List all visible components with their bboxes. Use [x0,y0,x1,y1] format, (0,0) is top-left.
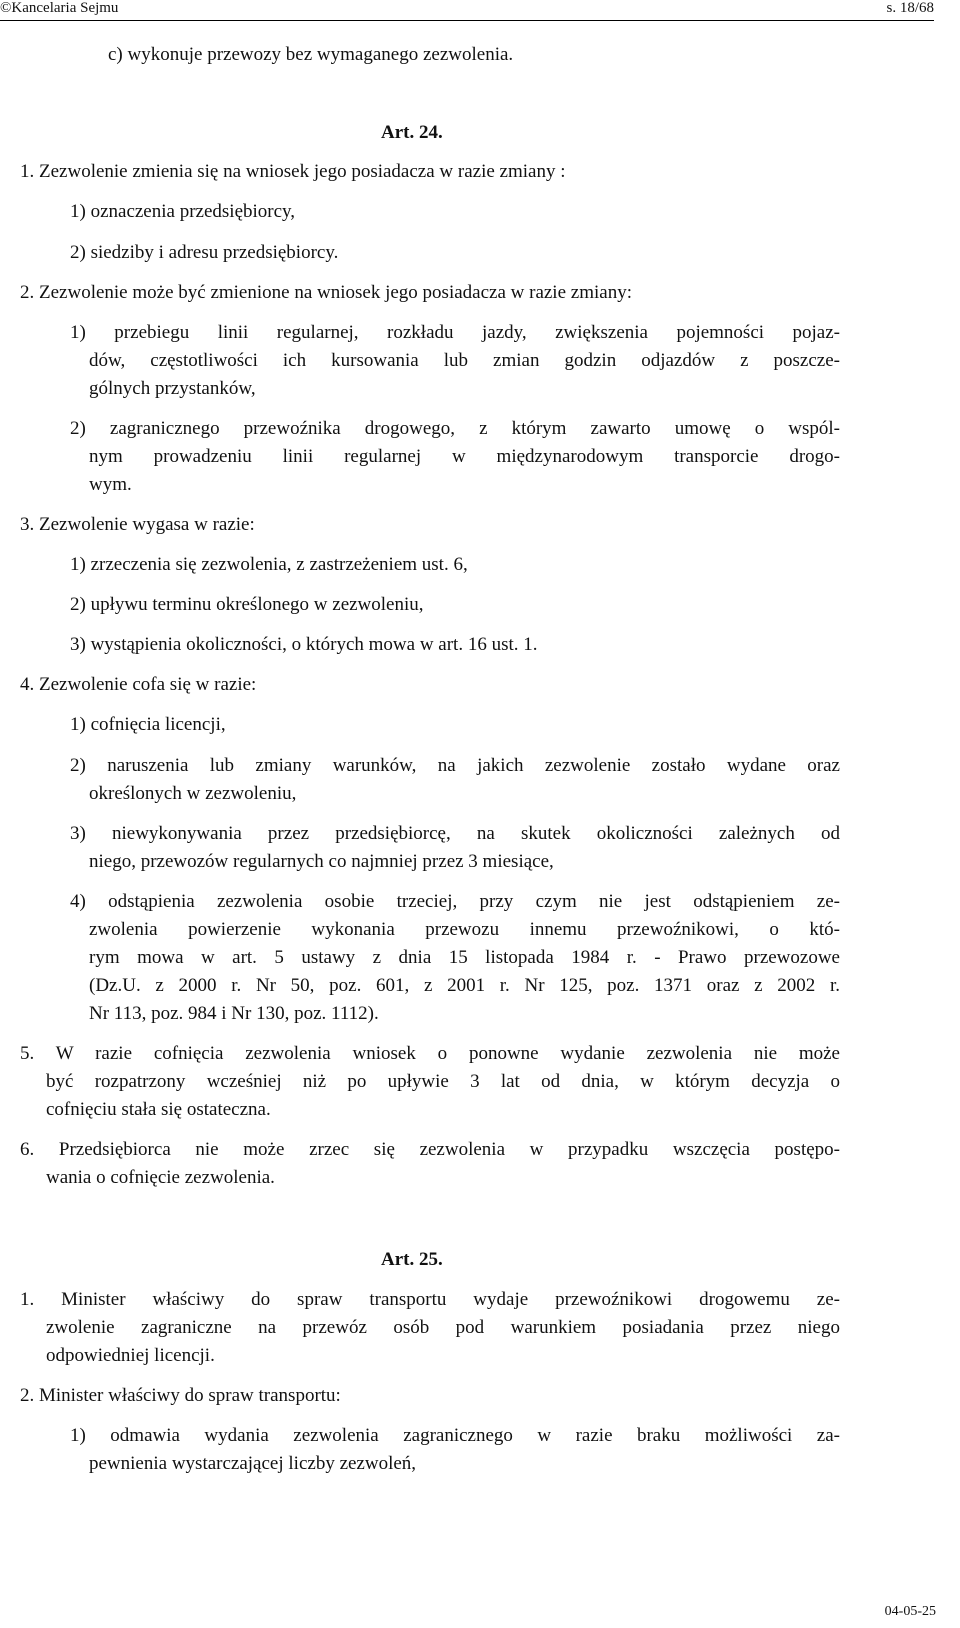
list-item-line: rym mowa w art. 5 ustawy z dnia 15 listopada 1984 r. - Prawo przewozowe [89,947,840,968]
list-item-line: określonych w zezwoleniu, [89,783,297,804]
list-item-line: 1) oznaczenia przedsiębiorcy, [70,201,296,222]
list-item-line: pewnienia wystarczającej liczby zezwoleń, [89,1453,417,1474]
paragraph-line: wania o cofnięcie zezwolenia. [46,1167,275,1188]
list-item-line: 3) niewykonywania przez przedsiębiorcę, na skutek okoliczności zależnych od [70,823,840,844]
list-item-line: 2) zagranicznego przewoźnika drogowego, z którym zawarto umowę o wspól- [70,418,840,439]
list-item-line: wym. [89,474,132,495]
paragraph-line: 5. W razie cofnięcia zezwolenia wniosek o ponowne wydanie zezwolenia nie może [20,1043,840,1064]
list-item-line: gólnych przystanków, [89,378,256,399]
list-item-line: 2) upływu terminu określonego w zezwoleniu, [70,594,424,615]
paragraph-line: 1. Minister właściwy do spraw transportu wydaje przewoźnikowi drogowemu ze- [20,1289,840,1310]
paragraph-line: być rozpatrzony wcześniej niż po upływie 3 lat od dnia, w którym decyzja o [46,1071,840,1092]
paragraph-line: zwolenie zagraniczne na przewóz osób pod warunkiem posiadania przez niego [46,1317,840,1338]
article-heading: Art. 25. [381,1249,443,1270]
article-heading: Art. 24. [381,122,443,143]
paragraph-line: 3. Zezwolenie wygasa w razie: [20,514,255,535]
publisher-label: ©Kancelaria Sejmu [0,0,119,16]
paragraph-line: 1. Zezwolenie zmienia się na wniosek jego posiadacza w razie zmiany : [20,161,566,182]
list-item-line: 1) zrzeczenia się zezwolenia, z zastrzeżeniem ust. 6, [70,554,468,575]
list-item-line: nym prowadzeniu linii regularnej w międzynarodowym transporcie drogo- [89,446,840,467]
list-item-line: zwolenia powierzenie wykonania przewozu innemu przewoźnikowi, o któ- [89,919,840,940]
paragraph-line: odpowiedniej licencji. [46,1345,215,1366]
list-item-line: 2) siedziby i adresu przedsiębiorcy. [70,242,339,263]
page-header [0,0,934,21]
list-item-line: 3) wystąpienia okoliczności, o których mowa w art. 16 ust. 1. [70,634,538,655]
page-number: s. 18/68 [886,0,934,16]
document-line: c) wykonuje przewozy bez wymaganego zezwolenia. [108,44,514,65]
list-item-line: 2) naruszenia lub zmiany warunków, na jakich zezwolenie zostało wydane oraz [70,755,840,776]
paragraph-line: 2. Minister właściwy do spraw transportu: [20,1385,341,1406]
document-date: 04-05-25 [884,1604,936,1619]
list-item-line: 1) przebiegu linii regularnej, rozkładu jazdy, zwiększenia pojemności pojaz- [70,322,840,343]
list-item-line: dów, częstotliwości ich kursowania lub zmian godzin odjazdów z poszcze- [89,350,840,371]
list-item-line: 1) cofnięcia licencji, [70,714,226,735]
paragraph-line: 4. Zezwolenie cofa się w razie: [20,674,257,695]
paragraph-line: cofnięciu stała się ostateczna. [46,1099,271,1120]
list-item-line: niego, przewozów regularnych co najmniej przez 3 miesiące, [89,851,554,872]
list-item-line: Nr 113, poz. 984 i Nr 130, poz. 1112). [89,1003,379,1024]
paragraph-line: 2. Zezwolenie może być zmienione na wniosek jego posiadacza w razie zmiany: [20,282,632,303]
list-item-line: 1) odmawia wydania zezwolenia zagranicznego w razie braku możliwości za- [70,1425,840,1446]
list-item-line: (Dz.U. z 2000 r. Nr 50, poz. 601, z 2001 r. Nr 125, poz. 1371 oraz z 2002 r. [89,975,840,996]
list-item-line: 4) odstąpienia zezwolenia osobie trzeciej, przy czym nie jest odstąpieniem ze- [70,891,840,912]
paragraph-line: 6. Przedsiębiorca nie może zrzec się zezwolenia w przypadku wszczęcia postępo- [20,1139,840,1160]
